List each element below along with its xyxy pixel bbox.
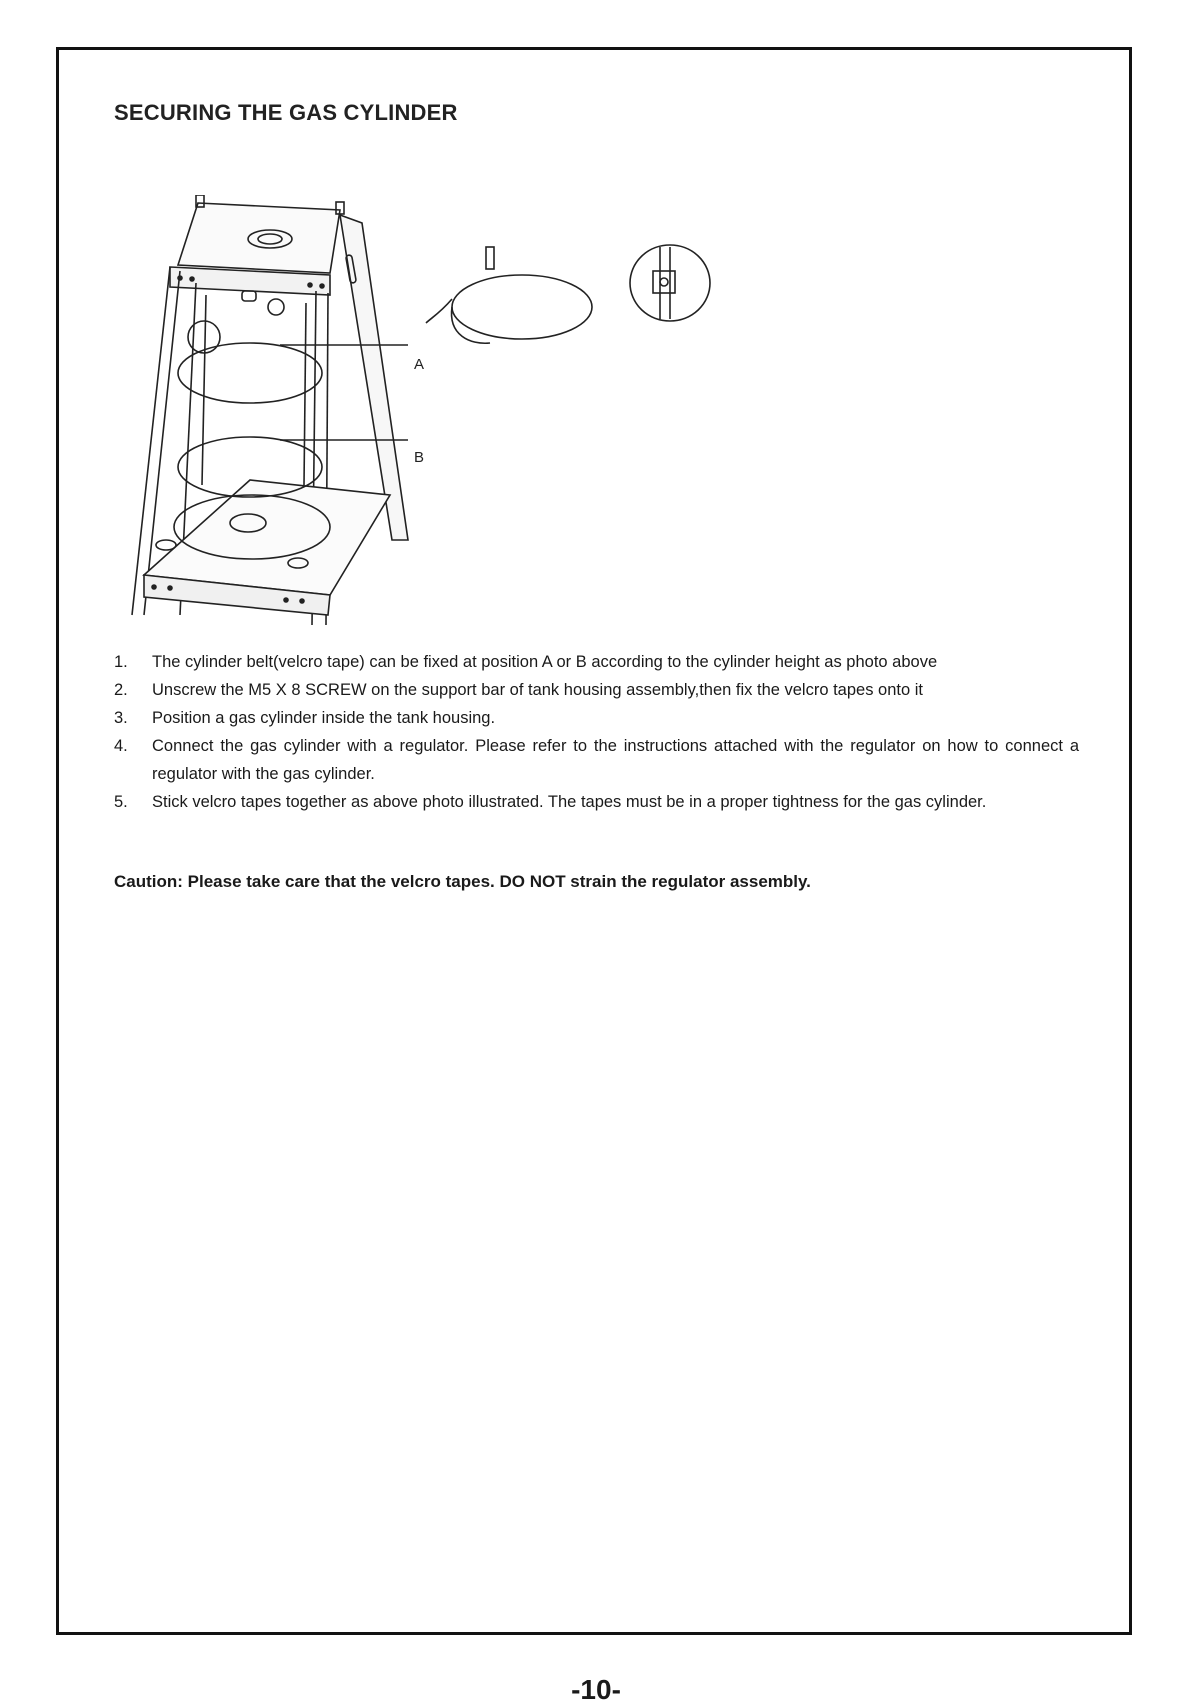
page-title: SECURING THE GAS CYLINDER [114, 100, 458, 125]
strap-detail [426, 247, 592, 343]
instruction-steps [114, 648, 1079, 816]
step-item: 2. Unscrew the M5 X 8 SCREW on the support bar of tank housing assembly,then fix the velcro tapes onto it [114, 681, 923, 699]
bracket-closeup [630, 245, 710, 321]
page-number: -10- [571, 1674, 621, 1705]
label-a: A [414, 356, 425, 373]
tank-housing-frame [132, 195, 408, 625]
step-item: 4. Connect the gas cylinder with a regulator. Please refer to the instructions attached with the regulator on how to connect a regulator with the gas cylinder. [114, 737, 1079, 783]
step-item: 5. Stick velcro tapes together as above photo illustrated. The tapes must be in a proper tightness for the gas cylinder. [114, 793, 987, 811]
label-b: B [414, 449, 425, 466]
tank-housing-diagram [130, 195, 730, 650]
step-item: 1. The cylinder belt(velcro tape) can be fixed at position A or B according to the cylinder height as photo above [114, 653, 938, 671]
step-item: 3. Position a gas cylinder inside the tank housing. [114, 709, 496, 727]
caution-note: Caution: Please take care that the velcro tapes. DO NOT strain the regulator assembly. [114, 872, 811, 891]
